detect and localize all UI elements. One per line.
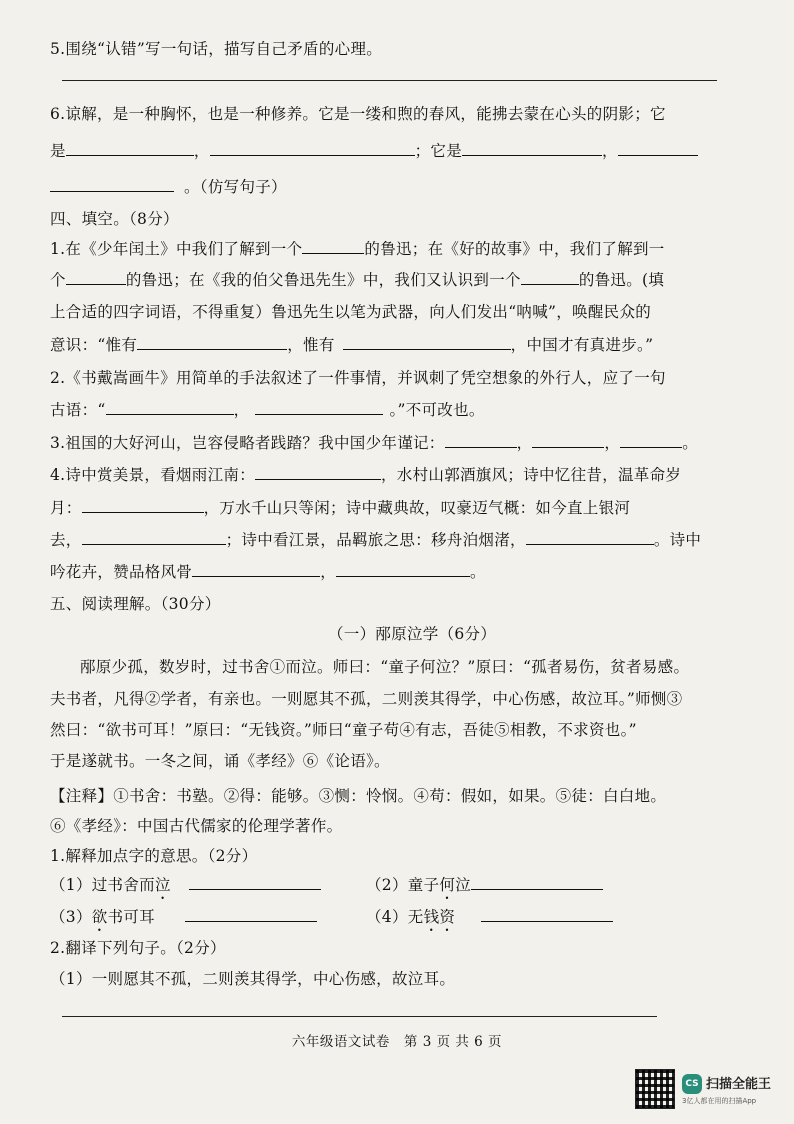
text-segment: ；它是 xyxy=(414,142,463,160)
text-segment: 2.《书戴嵩画牛》用简单的手法叙述了一件事情，并讽刺了凭空想象的外行人，应了一句 xyxy=(50,369,666,387)
fill-blank[interactable] xyxy=(82,530,226,545)
scanner-watermark xyxy=(636,1070,786,1110)
fill-blank[interactable] xyxy=(137,335,287,350)
fill-blank[interactable] xyxy=(255,465,381,480)
text-segment: 。”不可改也。 xyxy=(389,401,485,419)
s5-q1-item-4 xyxy=(366,906,613,935)
fill-blank[interactable] xyxy=(50,177,174,192)
section-title: 五、阅读理解。（30分） xyxy=(50,595,221,613)
text-segment: ， xyxy=(516,434,533,452)
s4-q4-line2 xyxy=(50,497,630,519)
question-5 xyxy=(50,38,382,60)
text-segment: ， xyxy=(602,142,618,160)
s5-q1 xyxy=(50,845,257,867)
question-6-text: 6.谅解，是一种胸怀，也是一种修养。它是一缕和煦的春风，能拂去蒙在心头的阴影；它 xyxy=(50,105,666,123)
text-segment: 。 xyxy=(682,434,699,452)
fill-blank[interactable] xyxy=(481,907,613,922)
passage-line xyxy=(80,656,689,678)
text-segment: 4.诗中赏美景，看烟雨江南： xyxy=(50,466,255,484)
answer-line xyxy=(62,80,717,81)
passage-text: 于是遂就书。一冬之间，诵《孝经》⑥《论语》。 xyxy=(50,752,390,770)
passage-text: 然曰：“欲书可耳！”原曰：“无钱资。”师曰“童子苟④有志，吾徒⑤相教，不求资也。” xyxy=(50,721,637,739)
fill-blank[interactable] xyxy=(192,562,320,577)
text-segment: ， xyxy=(233,401,250,419)
s5-q2-item-1 xyxy=(50,968,455,990)
s5-q1-item-1 xyxy=(50,874,321,903)
fill-blank[interactable] xyxy=(336,562,470,577)
text-segment: 是 xyxy=(50,142,66,160)
text-segment: 书可耳 xyxy=(107,908,155,926)
dotted-word: 何 xyxy=(439,876,456,894)
text-segment: ， xyxy=(320,563,337,581)
s4-q1-line2 xyxy=(50,269,664,291)
text-segment: 3.祖国的大好河山，岂容侵略者践踏？我中国少年谨记： xyxy=(50,434,445,452)
text-segment: 的鲁迅；在《好的故事》中，我们了解到一 xyxy=(364,240,665,258)
dotted-word: 泣 xyxy=(154,876,171,894)
text-segment: 个 xyxy=(50,271,66,289)
camscanner-logo-icon: CS xyxy=(682,1074,702,1094)
s5-q1-item-2 xyxy=(366,874,603,903)
fill-blank[interactable] xyxy=(445,433,517,448)
fill-blank[interactable] xyxy=(343,335,511,350)
text-segment: （3） xyxy=(50,908,92,926)
notes-text: 【注释】①书舍：书塾。②得：能够。③恻：怜悯。④苟：假如，如果。⑤徒：白白地。 xyxy=(50,787,667,805)
text-segment: 意识：“惟有 xyxy=(50,336,138,354)
s4-q4-line4 xyxy=(50,561,486,583)
s4-q2-line1 xyxy=(50,367,666,389)
fill-blank[interactable] xyxy=(526,530,654,545)
text-segment: ， xyxy=(604,434,621,452)
text-segment: 月： xyxy=(50,499,82,517)
text-segment: ，惟有 xyxy=(287,336,335,354)
passage-line xyxy=(50,719,637,741)
text-segment: （2）童子 xyxy=(366,876,440,894)
text-segment: 的鲁迅。(填 xyxy=(578,271,665,289)
fill-blank[interactable] xyxy=(106,400,234,415)
text-segment: ；诗中看江景，品羁旅之思：移舟泊烟渚， xyxy=(225,531,526,549)
s5-q2 xyxy=(50,937,226,959)
question-text: 1.解释加点字的意思。（2分） xyxy=(50,847,258,865)
notes-text: ⑥《孝经》：中国古代儒家的伦理学著作。 xyxy=(50,817,343,835)
text-segment: 1.在《少年闰土》中我们了解到一个 xyxy=(50,240,303,258)
text-segment: 去， xyxy=(50,531,82,549)
passage-text: 邴原少孤，数岁时，过书舍①而泣。师曰：“童子何泣？”原曰：“孤者易伤，贫者易感。 xyxy=(80,658,690,676)
question-text: （1）一则愿其不孤，二则羡其得学，中心伤感，故泣耳。 xyxy=(50,970,456,988)
fill-blank[interactable] xyxy=(532,433,604,448)
fill-blank[interactable] xyxy=(620,433,682,448)
fill-blank[interactable] xyxy=(189,875,321,890)
text-segment: 上合适的四字词语，不得重复）鲁迅先生以笔为武器，向人们发出“呐喊”，唤醒民众的 xyxy=(50,303,652,321)
fill-blank[interactable] xyxy=(66,141,194,156)
section-4-title xyxy=(50,208,179,230)
text-segment: ，中国才有真进步。” xyxy=(510,336,654,354)
brand-name: 扫描全能王 xyxy=(706,1077,772,1092)
text-segment: 的鲁迅；在《我的伯父鲁迅先生》中，我们又认识到一个 xyxy=(125,271,521,289)
question-6-line1 xyxy=(50,103,666,125)
fill-blank[interactable] xyxy=(462,141,602,156)
fill-blank[interactable] xyxy=(210,141,415,156)
s4-q2-line2 xyxy=(50,399,485,421)
text-segment: ，水村山郭酒旗风；诗中忆往昔，温革命岁 xyxy=(381,466,682,484)
text-segment: （4）无 xyxy=(366,908,424,926)
question-6-line2 xyxy=(50,140,698,162)
text-segment: 。诗中 xyxy=(653,531,702,549)
text-segment: 。 xyxy=(470,563,486,581)
notes-line xyxy=(50,785,666,807)
fill-blank[interactable] xyxy=(66,270,126,285)
text-segment: ，万水千山只等闲；诗中藏典故，叹豪迈气概：如今直上银河 xyxy=(203,499,631,517)
passage-line xyxy=(50,688,682,710)
text-segment: ， xyxy=(193,142,210,160)
s4-q1-line3 xyxy=(50,301,651,323)
section-title: 四、填空。（8分） xyxy=(50,210,179,228)
question-text: 2.翻译下列句子。（2分） xyxy=(50,939,226,957)
page-footer xyxy=(0,1030,794,1050)
text-segment: 吟花卉，赞品格风骨 xyxy=(50,563,193,581)
question-5-text: 5.围绕“认错”写一句话，描写自己矛盾的心理。 xyxy=(50,40,383,58)
notes-line xyxy=(50,815,342,837)
text-segment: 泣 xyxy=(455,876,471,894)
s4-q4-line1 xyxy=(50,464,681,486)
s4-q1-line4 xyxy=(50,334,653,356)
passage-text: 夫书者，凡得②学者，有亲也。一则愿其不孤，二则羡其得学，中心伤感，故泣耳。”师恻③ xyxy=(50,690,683,708)
answer-line xyxy=(62,1016,657,1017)
text-segment: 。（仿写句子） xyxy=(184,178,287,196)
fill-blank[interactable] xyxy=(471,875,603,890)
section-5-title xyxy=(50,593,221,615)
fill-blank[interactable] xyxy=(185,907,317,922)
qr-code-icon xyxy=(636,1070,674,1108)
fill-blank[interactable] xyxy=(618,141,698,156)
passage-title xyxy=(328,623,496,645)
fill-blank[interactable] xyxy=(82,498,204,513)
text-segment: 古语：“ xyxy=(50,401,106,419)
fill-blank[interactable] xyxy=(521,270,579,285)
s5-q1-item-3 xyxy=(50,906,317,935)
s4-q3 xyxy=(50,432,698,454)
s4-q4-line3 xyxy=(50,529,701,551)
brand-tagline: 3亿人都在用的扫描App xyxy=(682,1097,757,1105)
text-segment: （1）过书舍而 xyxy=(50,876,155,894)
dotted-word: 欲 xyxy=(91,908,108,926)
s4-q1-line1 xyxy=(50,238,665,260)
question-6-line3 xyxy=(50,176,287,198)
page-number: 六年级语文试卷 第 3 页 共 6 页 xyxy=(291,1034,503,1050)
passage-subtitle: （一）邴原泣学（6分） xyxy=(328,625,497,643)
fill-blank[interactable] xyxy=(255,400,383,415)
dotted-word: 钱资 xyxy=(423,908,456,926)
fill-blank[interactable] xyxy=(302,239,364,254)
passage-line xyxy=(50,750,390,772)
